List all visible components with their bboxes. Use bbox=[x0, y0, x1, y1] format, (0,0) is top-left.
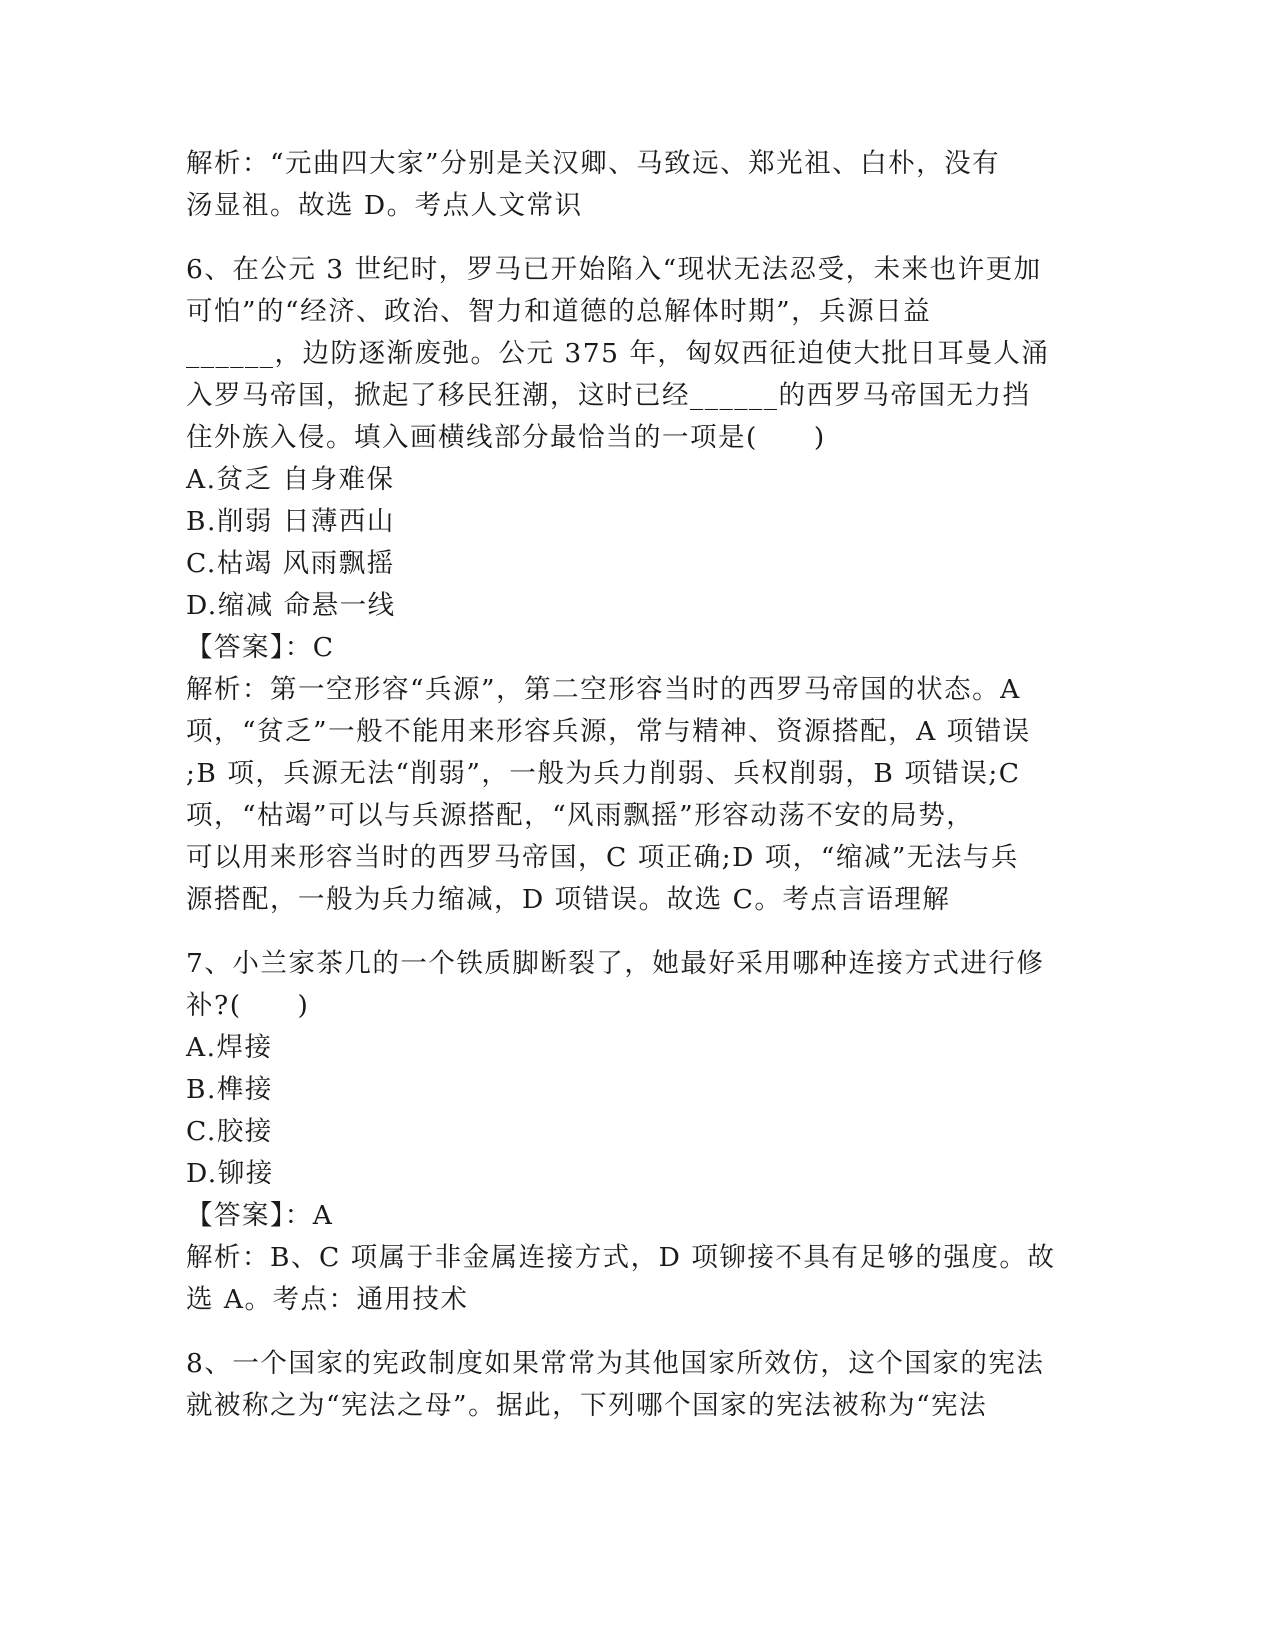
option-b: B.削弱 日薄西山 bbox=[186, 506, 395, 537]
option-b: B.榫接 bbox=[186, 1074, 273, 1105]
stem-line: 6、在公元 3 世纪时，罗马已开始陷入“现状无法忍受，未来也许更加 bbox=[186, 254, 1042, 285]
option-d: D.缩减 命悬一线 bbox=[186, 590, 396, 621]
stem-line: 就被称之为“宪法之母”。据此，下列哪个国家的宪法被称为“宪法 bbox=[186, 1390, 988, 1421]
stem-line: 补?( ) bbox=[186, 990, 310, 1021]
explanation-line: 项，“枯竭”可以与兵源搭配，“风雨飘摇”形容动荡不安的局势， bbox=[186, 800, 975, 831]
stem-line: 住外族入侵。填入画横线部分最恰当的一项是( ) bbox=[186, 422, 826, 453]
stem-line: ______，边防逐渐废弛。公元 375 年，匈奴西征迫使大批日耳曼人涌 bbox=[186, 338, 1050, 369]
option-a: A.焊接 bbox=[186, 1032, 273, 1063]
question-stem bbox=[186, 1343, 1066, 1427]
explanation bbox=[186, 1237, 1066, 1321]
explanation-line: 解析：第一空形容“兵源”，第二空形容当时的西罗马帝国的状态。A bbox=[186, 674, 1021, 705]
explanation-line: 汤显祖。故选 D。考点人文常识 bbox=[186, 190, 583, 221]
document-page bbox=[186, 143, 1066, 1427]
explanation-q5 bbox=[186, 143, 1066, 227]
question-stem bbox=[186, 943, 1066, 1027]
explanation-line: 项，“贫乏”一般不能用来形容兵源，常与精神、资源搭配，A 项错误 bbox=[186, 716, 1031, 747]
option-c: C.枯竭 风雨飘摇 bbox=[186, 548, 395, 579]
question-6 bbox=[186, 249, 1066, 921]
explanation-line: 源搭配，一般为兵力缩减，D 项错误。故选 C。考点言语理解 bbox=[186, 884, 951, 915]
stem-line: 7、小兰家茶几的一个铁质脚断裂了，她最好采用哪种连接方式进行修 bbox=[186, 948, 1045, 979]
explanation-line: ;B 项，兵源无法“削弱”，一般为兵力削弱、兵权削弱，B 项错误;C bbox=[186, 758, 1021, 789]
question-stem bbox=[186, 249, 1066, 459]
explanation-line: 解析：“元曲四大家”分别是关汉卿、马致远、郑光祖、白朴，没有 bbox=[186, 148, 1001, 179]
explanation bbox=[186, 669, 1066, 921]
stem-line: 入罗马帝国，掀起了移民狂潮，这时已经______的西罗马帝国无力挡 bbox=[186, 380, 1031, 411]
option-a: A.贫乏 自身难保 bbox=[186, 464, 395, 495]
option-list bbox=[186, 1027, 1066, 1195]
answer: 【答案】：C bbox=[186, 632, 335, 663]
stem-line: 可怕”的“经济、政治、智力和道德的总解体时期”，兵源日益 bbox=[186, 296, 932, 327]
explanation-line: 解析：B、C 项属于非金属连接方式，D 项铆接不具有足够的强度。故 bbox=[186, 1242, 1056, 1273]
stem-line: 8、一个国家的宪政制度如果常常为其他国家所效仿，这个国家的宪法 bbox=[186, 1348, 1045, 1379]
explanation-line: 可以用来形容当时的西罗马帝国，C 项正确;D 项，“缩减”无法与兵 bbox=[186, 842, 1019, 873]
answer: 【答案】：A bbox=[186, 1200, 334, 1231]
option-c: C.胶接 bbox=[186, 1116, 273, 1147]
question-7 bbox=[186, 943, 1066, 1321]
option-d: D.铆接 bbox=[186, 1158, 274, 1189]
explanation-line: 选 A。考点：通用技术 bbox=[186, 1284, 469, 1315]
option-list bbox=[186, 459, 1066, 627]
question-8 bbox=[186, 1343, 1066, 1427]
